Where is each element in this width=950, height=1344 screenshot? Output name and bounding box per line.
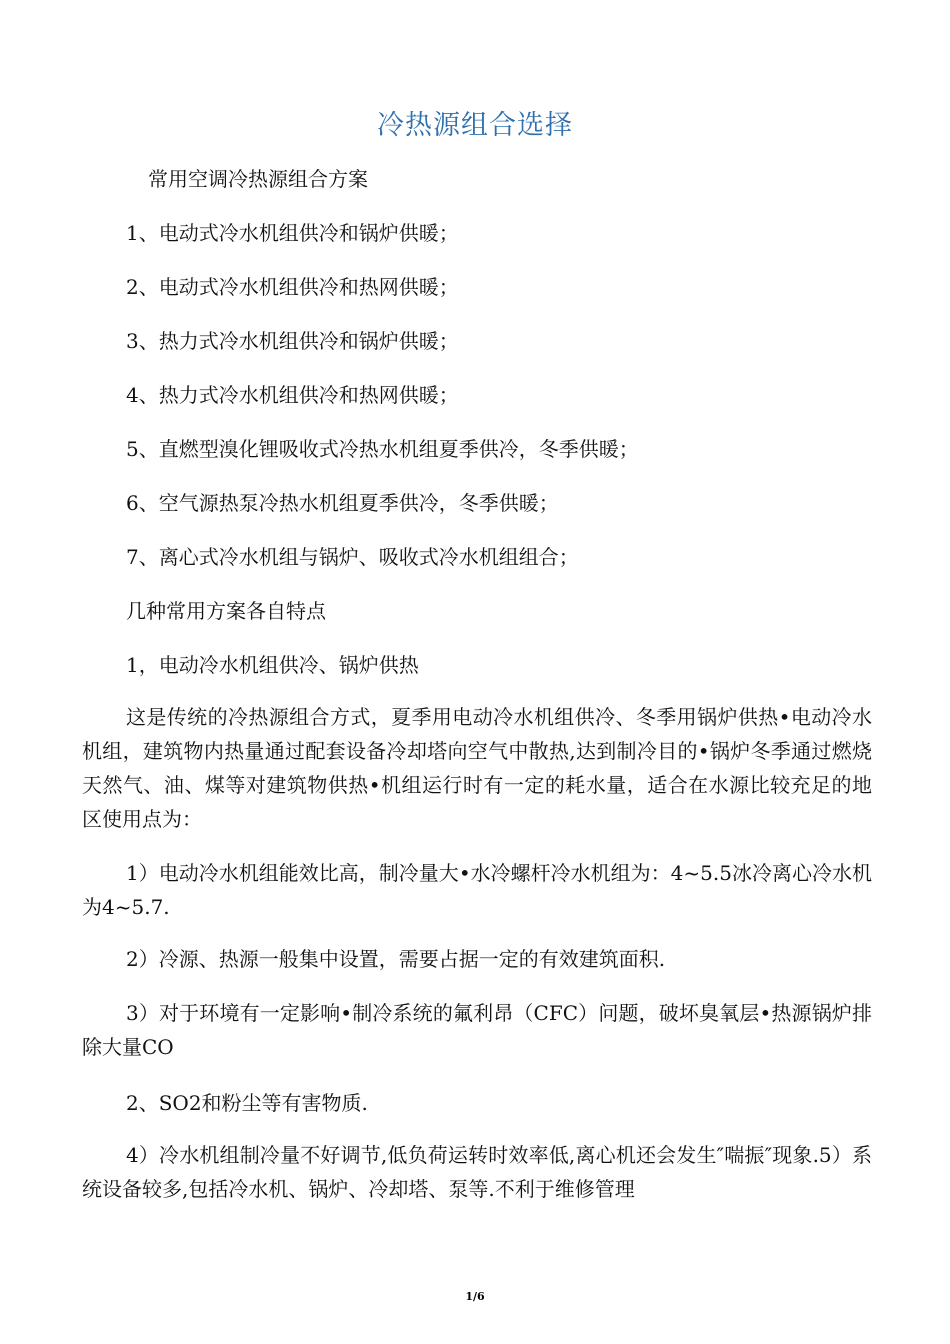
features-heading: 几种常用方案各自特点 bbox=[126, 599, 326, 623]
scheme-item-5: 5、直燃型溴化锂吸收式冷热水机组夏季供冷，冬季供暖； bbox=[126, 437, 639, 461]
paragraph-point-2: 2）冷源、热源一般集中设置，需要占据一定的有效建筑面积. bbox=[126, 947, 666, 971]
paragraph-point-1: 1）电动冷水机组能效比高，制冷量大•水冷螺杆冷水机组为：4~5.5冰冷离心冷水机为4~5.7. bbox=[82, 861, 872, 919]
scheme-item-7: 7、离心式冷水机组与锅炉、吸收式冷水机组组合； bbox=[126, 545, 579, 569]
paragraph-point-3: 3）对于环境有一定影响•制冷系统的氟利昂（CFC）问题，破坏臭氧层•热源锅炉排除大量CO bbox=[82, 1001, 872, 1059]
paragraph-point-4-5: 4）冷水机组制冷量不好调节,低负荷运转时效率低,离心机还会发生″喘振″现象.5）系统设备较多,包括冷水机、锅炉、冷却塔、泵等.不利于维修管理 bbox=[82, 1143, 872, 1201]
scheme-item-3: 3、热力式冷水机组供冷和锅炉供暖； bbox=[126, 329, 459, 353]
page-number: 1/6 bbox=[465, 1290, 485, 1303]
scheme-item-1: 1、电动式冷水机组供冷和锅炉供暖； bbox=[126, 221, 459, 245]
scheme-item-4: 4、热力式冷水机组供冷和热网供暖； bbox=[126, 383, 459, 407]
scheme-item-6: 6、空气源热泵冷热水机组夏季供冷，冬季供暖； bbox=[126, 491, 559, 515]
page-title: 冷热源组合选择 bbox=[377, 110, 573, 141]
subtitle: 常用空调冷热源组合方案 bbox=[148, 167, 368, 191]
section-1-heading: 1，电动冷水机组供冷、锅炉供热 bbox=[126, 653, 419, 677]
scheme-item-2: 2、电动式冷水机组供冷和热网供暖； bbox=[126, 275, 459, 299]
paragraph-intro: 这是传统的冷热源组合方式，夏季用电动冷水机组供冷、冬季用锅炉供热•电动冷水机组，建筑物内热量通过配套设备冷却塔向空气中散热,达到制冷目的•锅炉冬季通过燃烧天然气、油、煤等对建筑物供热•机组运行时有一定的耗水量，适合在水源比较充足的地区使用点为： bbox=[82, 705, 872, 831]
paragraph-point-3-cont: 2、SO2和粉尘等有害物质. bbox=[126, 1091, 368, 1115]
